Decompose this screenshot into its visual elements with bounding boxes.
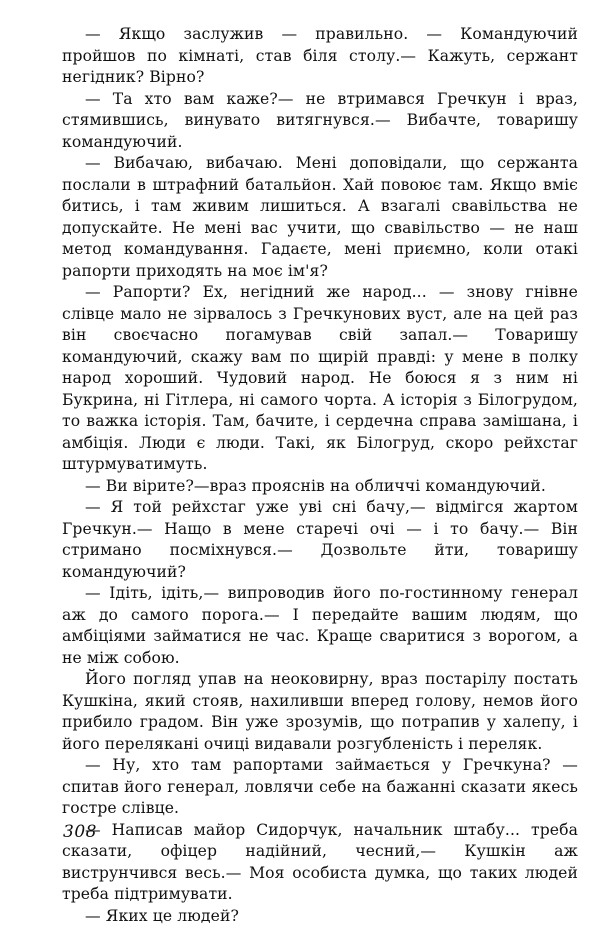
page-number: 308 xyxy=(63,822,97,842)
paragraph-6: — Я той рейхстаг уже уві сні бачу,— відмігся жартом Гречкун.— Нащо в мене старечі очі — і то бачу.— Він стримано посміхнувся.— Дозвольте йти, товаришу командуючий? xyxy=(62,497,578,583)
paragraph-11: — Яких це людей? xyxy=(62,906,578,927)
paragraph-3: — Вибачаю, вибачаю. Мені доповідали, що сержанта послали в штрафний батальйон. Хай повоює там. Якщо вміє битись, і там живим лишиться. А взагалі свавільства не допускайте. Не мені вас учити, що свавільство — не наш метод командування. Гадаєте, мені приємно, коли отакі рапорти приходять на моє ім'я? xyxy=(62,153,578,282)
paragraph-5: — Ви вірите?—враз прояснів на обличчі командуючий. xyxy=(62,476,578,498)
page-body-text xyxy=(62,24,578,927)
paragraph-1: — Якщо заслужив — правильно. — Командуючий пройшов по кімнаті, став біля столу.— Кажуть, сержант негідник? Вірно? xyxy=(62,24,578,89)
paragraph-10: — Написав майор Сидорчук, начальник штабу... треба сказати, офіцер надійний, чесний,— Кушкін аж виструнчився весь.— Моя особиста думка, що таких людей треба підтримувати. xyxy=(62,820,578,906)
paragraph-8: Його погляд упав на неоковирну, враз постарілу постать Кушкіна, який стояв, нахиливши вперед голову, немов його прибило градом. Він уже зрозумів, що потрапив у халепу, і його переляканi очиці видавали розгубленість і переляк. xyxy=(62,669,578,755)
paragraph-9: — Ну, хто там рапортами займається у Гречкуна? — спитав його генерал, ловлячи себе на бажанні сказати якесь гостре слівце. xyxy=(62,755,578,820)
paragraph-2: — Та хто вам каже?— не втримався Гречкун і враз, стямившись, винувато витягнувся.— Вибачте, товаришу командуючий. xyxy=(62,89,578,154)
paragraph-7: — Ідіть, ідіть,— випроводив його по-гостинному генерал аж до самого порога.— І передайте вашим людям, що амбіціями займатися не час. Краще сваритися з ворогом, а не між собою. xyxy=(62,583,578,669)
paragraph-4: — Рапорти? Ех, негідний же народ... — знову гнівне слівце мало не зірвалось з Гречкунових вуст, але на цей раз він своєчасно погамував свій запал.— Товаришу командуючий, скажу вам по щирій правді: у мене в полку народ хороший. Чудовий народ. Не боюся я з ним ні Букрина, ні Гітлера, ні самого чорта. А історія з Білогрудом, то важка історія. Там, бачите, і сердечна справа замішана, і амбіція. Люди є люди. Такі, як Білогруд, скоро рейхстаг штурмуватимуть. xyxy=(62,282,578,476)
